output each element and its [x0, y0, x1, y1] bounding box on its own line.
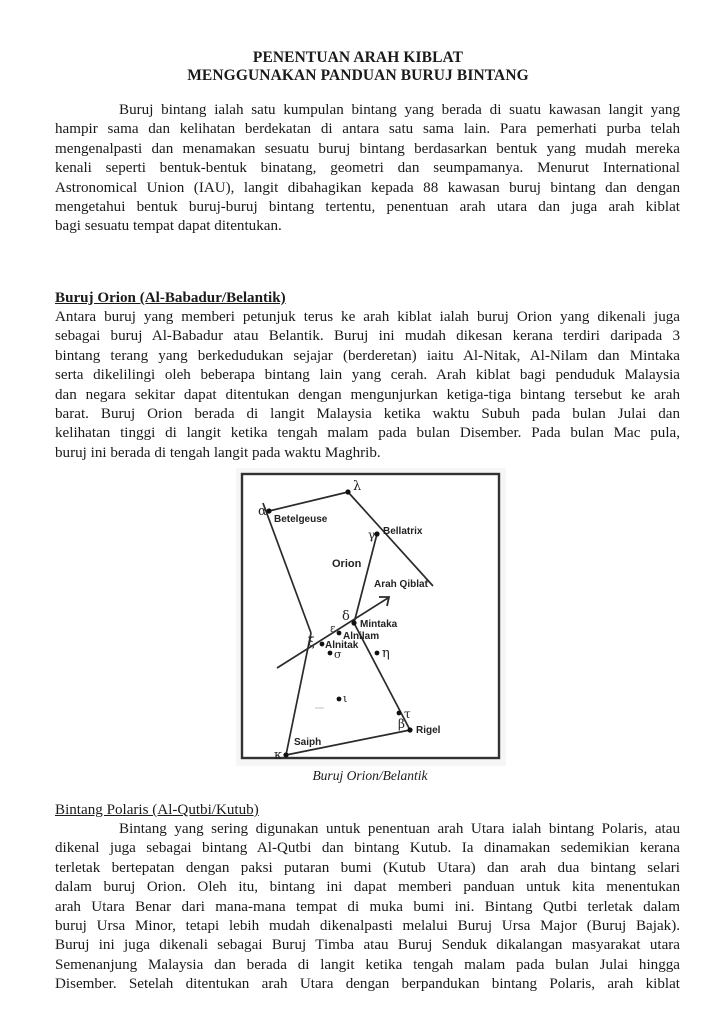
star-sigma	[328, 651, 333, 656]
text-line: terletak bertepatan dengan paksi putaran bumi (Kutub Utara) dan arah dua bintang selari	[55, 859, 680, 876]
star-tau	[397, 711, 402, 716]
text-line: mengetahui bentuk buruj-buruj bintang tertentu, penentuan arah utara dan juga arah kiblat	[55, 198, 680, 215]
text-line: dikenal juga sebagai bintang Al-Qutbi dan bintang Kutub. Ia dinamakan sedemikian kerana	[55, 840, 680, 857]
document-title-line1: PENENTUAN ARAH KIBLAT	[252, 49, 464, 66]
label-gamma: γ	[368, 528, 376, 542]
label-sigma: σ	[334, 648, 342, 661]
orion-diagram	[236, 468, 506, 766]
text-line: Buruj bintang ialah satu kumpulan bintang yang berada di suatu kawasan langit yang	[119, 102, 680, 118]
label-beta: β	[398, 717, 405, 731]
text-line: Astronomical Union (IAU), langit dibahagikan kepada 88 kawasan buruj bintang dan dengan	[55, 179, 680, 196]
text-line: dalam buruj Orion. Oleh itu, bintang ini dapat memberi panduan untuk kita menentukan	[55, 879, 680, 896]
text-line: hampir sama dan kelihatan berdekatan di antara satu sama lain. Para pemerhati purba telah	[55, 121, 680, 138]
text-line: bagi sesuatu tempat dapat ditentukan.	[55, 218, 282, 235]
label-betelgeuse: Betelgeuse	[274, 514, 328, 525]
star-lambda	[345, 489, 350, 494]
text-line: Buruj ini juga dikenali sebagai Buruj Timba atau Buruj Senduk dikalangan masyarakat utara	[55, 937, 680, 954]
label-alpha: α	[258, 504, 267, 519]
label-eta: η	[382, 646, 390, 661]
text-line: kelihatan tinggi di langit ketika tengah malam pada bulan Disember. Pada bulan Mac pula,	[55, 425, 680, 442]
orion-diagram-svg	[236, 468, 506, 766]
intro-paragraph	[55, 101, 680, 237]
text-line: serta dikelilingi oleh beberapa bintang lain yang cerah. Arah kiblat bagi penduduk Malaysia	[55, 367, 680, 384]
orion-paragraph	[55, 308, 680, 463]
star-bellatrix	[374, 531, 379, 536]
label-mintaka: Mintaka	[360, 619, 398, 630]
label-alnitak: Alnitak	[325, 640, 359, 651]
star-betelgeuse	[266, 508, 271, 513]
text-line: Semenanjung Malaysia dan berada di langit ketika tengah malam pada bulan Julai hingga	[55, 956, 680, 973]
label-kappa: κ	[274, 748, 283, 763]
label-arah-qiblat: Arah Qiblat	[374, 579, 428, 590]
label-tau: τ	[404, 707, 411, 721]
star-eta	[375, 651, 380, 656]
text-line: mengenalpasti dan menamakan sesuatu buruj bintang berdasarkan bentuk yang mudah mereka	[55, 140, 680, 157]
section-heading-orion: Buruj Orion (Al-Babadur/Belantik)	[55, 290, 286, 306]
text-line: Disember. Setelah ditentukan arah Utara dengan berpandukan bintang Polaris, arah kiblat	[55, 976, 680, 993]
label-orion: Orion	[332, 558, 362, 570]
label-saiph: Saiph	[294, 737, 322, 748]
label-rigel: Rigel	[416, 725, 441, 736]
document-title-line2: MENGGUNAKAN PANDUAN BURUJ BINTANG	[187, 67, 529, 84]
label-iota: ι	[343, 692, 348, 705]
star-mintaka	[351, 620, 356, 625]
text-line: arah Utara Benar dari mana-mana tempat di muka bumi ini. Bintang Qutbi terletak dalam	[55, 898, 680, 915]
star-saiph	[283, 752, 288, 757]
text-line: dan negara sekitar dapat ditentukan dengan mengunjurkan ketiga-tiga bintang tersebut ke arah	[55, 386, 680, 403]
polaris-paragraph	[55, 820, 680, 995]
star-alnilam	[337, 631, 342, 636]
star-iota	[337, 697, 342, 702]
text-line: barat. Buruj Orion berada di langit Malaysia ketika waktu Subuh pada bulan Julai dan	[55, 405, 680, 422]
star-rigel	[407, 727, 412, 732]
label-delta: δ	[342, 609, 350, 624]
label-zeta: ξ	[308, 635, 315, 649]
label-bellatrix: Bellatrix	[383, 526, 423, 537]
figure-caption: Buruj Orion/Belantik	[312, 768, 428, 783]
text-line: buruj ini berada di tengah langit pada waktu Maghrib.	[55, 444, 381, 461]
text-line: Bintang yang sering digunakan untuk penentuan arah Utara ialah bintang Polaris, atau	[119, 821, 680, 837]
text-line: sebagai buruj Al-Babadur atau Belantik. Buruj ini mudah dikesan kerana terdiri daripada 3	[55, 328, 680, 345]
label-epsilon: ε	[330, 622, 336, 635]
star-alnitak	[320, 642, 325, 647]
section-heading-polaris: Bintang Polaris (Al-Qutbi/Kutub)	[55, 802, 259, 818]
label-alnilam: Alnilam	[343, 631, 380, 642]
text-line: Antara buruj yang memberi petunjuk terus ke arah kiblat ialah buruj Orion yang dikenali juga	[55, 309, 680, 325]
text-line: kenali seperti bentuk-bentuk binatang, geometri dan seumpamanya. Menurut International	[55, 160, 680, 177]
label-lambda: λ	[353, 479, 362, 494]
text-line: bintang terang yang berkedudukan sejajar (berderetan) iaitu Al-Nitak, Al-Nilam dan Mintaka	[55, 347, 680, 364]
text-line: buruj Ursa Minor, tetapi lebih mudah dikenalpasti melalui Buruj Ursa Major (Buruj Bajak).	[55, 917, 680, 934]
